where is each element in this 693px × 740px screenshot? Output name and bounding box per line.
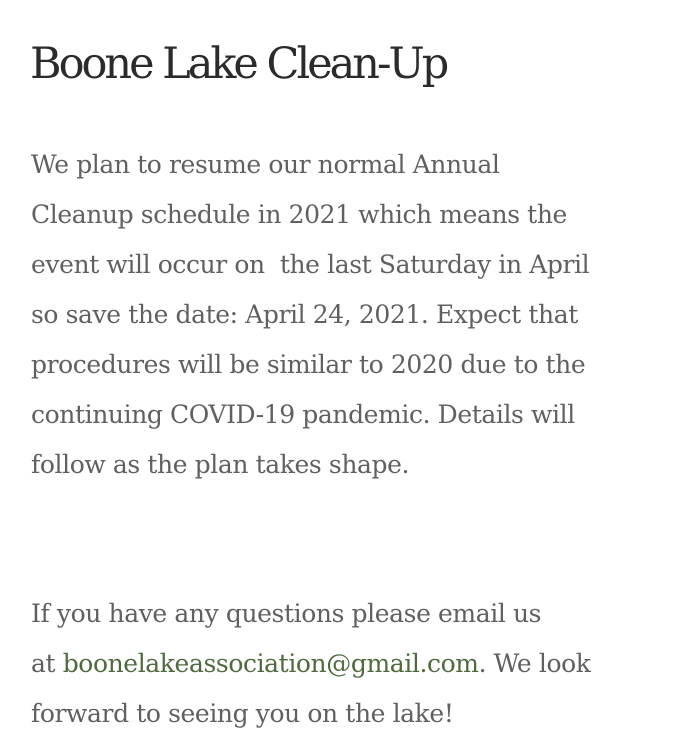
page-title: Boone Lake Clean-Up (30, 39, 447, 89)
line-suffix: . We look (478, 649, 591, 678)
announcement-paragraph (31, 140, 681, 490)
paragraph-line: follow as the plan takes shape. (31, 450, 410, 479)
email-link[interactable]: boonelakeassociation@gmail.com (62, 649, 479, 678)
paragraph-line: event will occur on the last Saturday in April (31, 250, 590, 279)
paragraph-line: continuing COVID-19 pandemic. Details will (31, 400, 575, 429)
paragraph-line-with-link (31, 639, 681, 689)
paragraph-line: We plan to resume our normal Annual (31, 150, 500, 179)
paragraph-line: If you have any questions please email us (31, 599, 542, 628)
paragraph-line: Cleanup schedule in 2021 which means the (31, 200, 567, 229)
line-prefix: at (31, 649, 63, 678)
contact-paragraph (31, 589, 681, 739)
paragraph-line: procedures will be similar to 2020 due to the (31, 350, 586, 379)
paragraph-line: so save the date: April 24, 2021. Expect that (31, 300, 578, 329)
paragraph-line: forward to seeing you on the lake! (31, 699, 454, 728)
